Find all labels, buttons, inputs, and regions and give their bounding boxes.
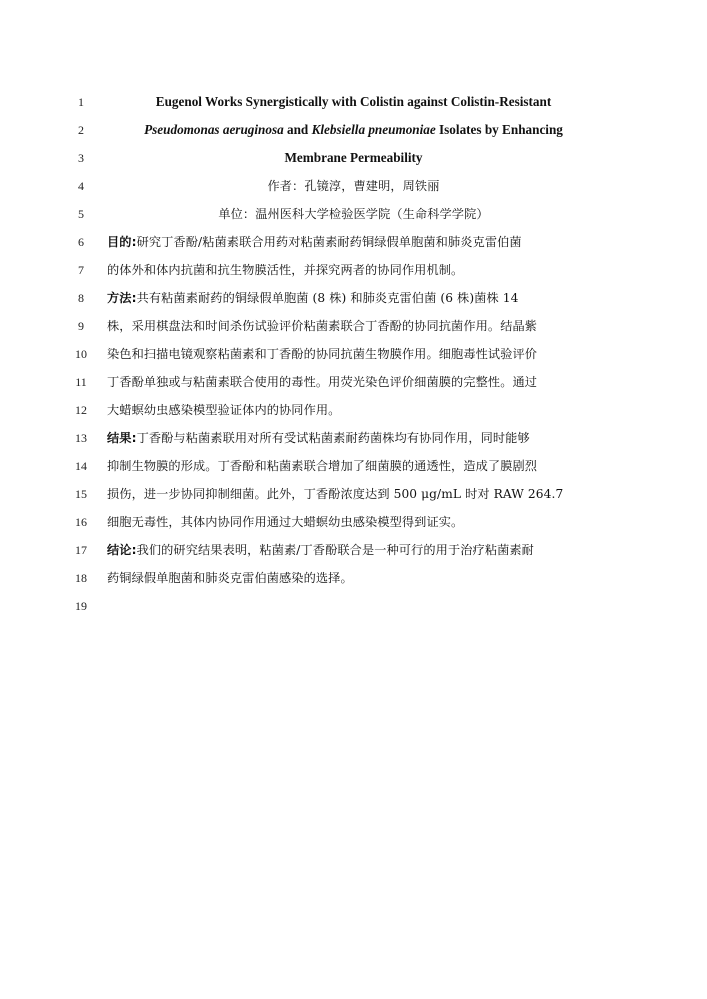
conclusion-text: 药铜绿假单胞菌和肺炎克雷伯菌感染的选择。 — [107, 571, 353, 585]
line-number: 1 — [78, 95, 84, 109]
line-number: 18 — [75, 571, 87, 585]
line-19 — [0, 596, 707, 625]
methods-text: 共有粘菌素耐药的铜绿假单胞菌 (8 株) 和肺炎克雷伯菌 (6 株)菌株 14 — [136, 291, 519, 305]
line-2 — [0, 120, 707, 149]
conclusion-line — [107, 540, 601, 560]
species-name: Klebsiella pneumoniae — [311, 122, 436, 137]
line-number: 9 — [78, 319, 84, 333]
line-11 — [0, 372, 707, 401]
line-8 — [0, 288, 707, 317]
line-6 — [0, 232, 707, 261]
line-number: 16 — [75, 515, 87, 529]
line-number: 17 — [75, 543, 87, 557]
line-13 — [0, 428, 707, 457]
methods-text: 大蜡螟幼虫感染模型验证体内的协同作用。 — [107, 403, 341, 417]
line-number: 2 — [78, 123, 84, 137]
line-17 — [0, 540, 707, 569]
title-line-2 — [0, 120, 707, 140]
line-number: 10 — [75, 347, 87, 361]
conclusion-text: 我们的研究结果表明，粘菌素/丁香酚联合是一种可行的用于治疗粘菌素耐 — [136, 543, 534, 557]
line-number: 6 — [78, 235, 84, 249]
title-line-1: Eugenol Works Synergistically with Colistin against Colistin-Resistant — [155, 94, 552, 109]
section-label-objective: 目的: — [107, 235, 137, 249]
line-7 — [0, 260, 707, 289]
line-15 — [0, 484, 707, 513]
line-number: 3 — [78, 151, 84, 165]
title-line-3: Membrane Permeability — [284, 150, 423, 165]
line-5 — [0, 204, 707, 233]
line-number: 13 — [75, 431, 87, 445]
species-name: Pseudomonas aeruginosa — [144, 122, 284, 137]
line-12 — [0, 400, 707, 429]
line-4 — [0, 176, 707, 205]
line-number: 12 — [75, 403, 87, 417]
line-3 — [0, 148, 707, 177]
affiliation: 单位：温州医科大学检验医学院（生命科学学院） — [218, 207, 489, 221]
methods-text: 染色和扫描电镜观察粘菌素和丁香酚的协同抗菌生物膜作用。细胞毒性试验评价 — [107, 347, 538, 361]
results-text: 损伤，进一步协同抑制细菌。此外，丁香酚浓度达到 500 μg/mL 时对 RAW 264.7 — [107, 487, 564, 501]
line-number: 15 — [75, 487, 87, 501]
line-number: 19 — [75, 599, 87, 613]
line-9 — [0, 316, 707, 345]
section-label-methods: 方法: — [107, 291, 137, 305]
line-18 — [0, 568, 707, 597]
line-number: 7 — [78, 263, 84, 277]
objective-text: 研究丁香酚/粘菌素联合用药对粘菌素耐药铜绿假单胞菌和肺炎克雷伯菌 — [136, 235, 522, 249]
line-10 — [0, 344, 707, 373]
line-1 — [0, 92, 707, 121]
results-text: 丁香酚与粘菌素联用对所有受试粘菌素耐药菌株均有协同作用，同时能够 — [136, 431, 530, 445]
line-16 — [0, 512, 707, 541]
results-line — [107, 428, 601, 448]
objective-text: 的体外和体内抗菌和抗生物膜活性，并探究两者的协同作用机制。 — [107, 263, 464, 277]
results-text: 抑制生物膜的形成。丁香酚和粘菌素联合增加了细菌膜的通透性，造成了膜剧烈 — [107, 459, 538, 473]
methods-text: 株，采用棋盘法和时间杀伤试验评价粘菌素联合丁香酚的协同抗菌作用。结晶紫 — [107, 319, 538, 333]
title-text: Isolates by Enhancing — [435, 122, 563, 137]
line-number: 5 — [78, 207, 84, 221]
methods-text: 丁香酚单独或与粘菌素联合使用的毒性。用荧光染色评价细菌膜的完整性。通过 — [107, 375, 538, 389]
line-number: 14 — [75, 459, 87, 473]
line-number: 4 — [78, 179, 84, 193]
line-number: 8 — [78, 291, 84, 305]
title-text: and — [283, 122, 312, 137]
section-label-results: 结果: — [107, 431, 137, 445]
methods-line — [107, 288, 601, 308]
line-number: 11 — [75, 375, 87, 389]
authors: 作者：孔镜淳，曹建明，周铁丽 — [267, 179, 440, 193]
section-label-conclusion: 结论: — [107, 543, 137, 557]
objective-line — [107, 232, 601, 252]
line-14 — [0, 456, 707, 485]
results-text: 细胞无毒性，其体内协同作用通过大蜡螟幼虫感染模型得到证实。 — [107, 515, 464, 529]
